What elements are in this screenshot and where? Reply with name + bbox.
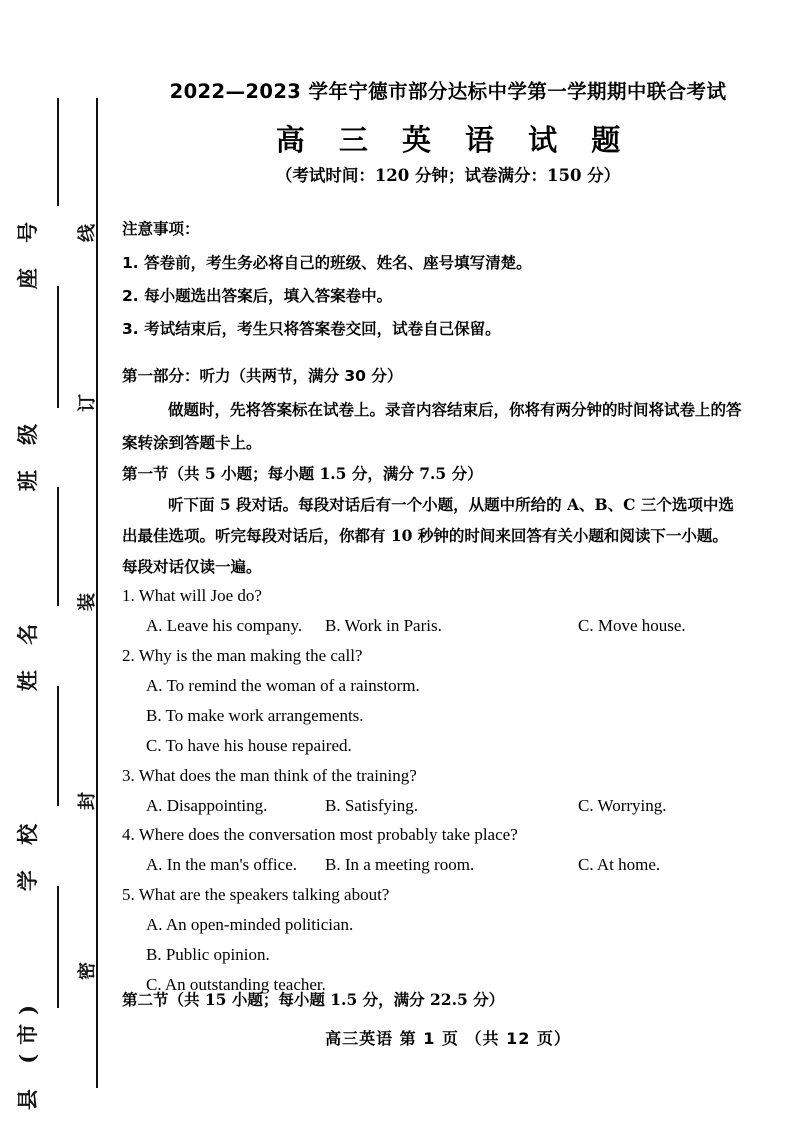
section-one-directions-line-3: 每段对话仅读一遍。 (122, 557, 262, 576)
seal-outer-rule-segment-4 (57, 686, 59, 806)
notice-item-2: 2. 每小题选出答案后，填入答案卷中。 (122, 287, 393, 305)
question-stem: 2. Why is the man making the call? (122, 646, 363, 665)
question-stem: 3. What does the man think of the training? (122, 766, 417, 785)
question-option[interactable]: A. Disappointing. (146, 796, 268, 815)
question-option[interactable]: A. Leave his company. (146, 616, 303, 635)
question-option[interactable]: A. In the man's office. (146, 855, 297, 874)
seal-label-bind: 装 (77, 593, 98, 611)
question-stem: 5. What are the speakers talking about? (122, 885, 390, 904)
seal-label-school: 学 校 (15, 814, 40, 892)
page-footer: 高三英语 第 1 页 （共 12 页） (325, 1029, 571, 1048)
seal-outer-rule-segment-3 (57, 487, 59, 606)
seal-label-county-city: 县 (市) (15, 995, 40, 1111)
part-one-intro-line-1: 做题时，先将答案标在试卷上。录音内容结束后，你将有两分钟的时间将试卷上的答 (168, 400, 742, 419)
seal-binding-column (0, 0, 118, 1122)
question-option[interactable]: A. To remind the woman of a rainstorm. (146, 676, 420, 695)
notice-heading: 注意事项： (122, 220, 200, 238)
seal-outer-rule-segment-5 (57, 886, 59, 1008)
exam-paper-sheet (118, 0, 793, 1122)
question-option[interactable]: C. Worrying. (578, 796, 667, 815)
question-option[interactable]: B. To make work arrangements. (146, 706, 364, 725)
part-one-title: 第一部分：听力（共两节，满分 30 分） (122, 367, 403, 385)
question-option[interactable]: C. Move house. (578, 616, 686, 635)
section-one-directions-line-1: 听下面 5 段对话。每段对话后有一个小题，从题中所给的 A、B、C 三个选项中选 (168, 495, 734, 514)
question-stem: 1. What will Joe do? (122, 586, 262, 605)
question-option[interactable]: C. At home. (578, 855, 661, 874)
seal-label-seal-fold: 封 (77, 792, 98, 810)
question-option[interactable]: B. Work in Paris. (325, 616, 442, 635)
seal-label-seat-number: 座 号 (15, 212, 40, 290)
question-option[interactable]: C. An outstanding teacher. (146, 975, 326, 994)
question-stem: 4. Where does the conversation most probably take place? (122, 825, 518, 844)
seal-label-staple: 订 (77, 394, 98, 412)
subject-title: 高 三 英 语 试 题 (275, 123, 633, 157)
seal-label-confidential: 密 (77, 962, 98, 980)
exam-meta-line: （考试时间：120 分钟；试卷满分：150 分） (275, 166, 621, 185)
section-one-directions-line-2: 出最佳选项。听完每段对话后，你都有 10 秒钟的时间来回答有关小题和阅读下一小题。 (122, 526, 728, 545)
seal-outer-rule-segment-1 (57, 98, 59, 206)
notice-item-1: 1. 答卷前，考生务必将自己的班级、姓名、座号填写清楚。 (122, 254, 532, 272)
question-option[interactable]: C. To have his house repaired. (146, 736, 352, 755)
question-option[interactable]: B. Satisfying. (325, 796, 419, 815)
part-one-intro-line-2: 案转涂到答题卡上。 (122, 433, 262, 452)
question-option[interactable]: A. An open-minded politician. (146, 915, 354, 934)
seal-label-line: 线 (77, 224, 98, 242)
seal-label-class: 班 级 (15, 414, 40, 492)
seal-label-name: 姓 名 (15, 614, 40, 692)
section-two-title: 第二节（共 15 小题；每小题 1.5 分，满分 22.5 分） (122, 990, 505, 1009)
question-option[interactable]: B. Public opinion. (146, 945, 270, 964)
section-one-title: 第一节（共 5 小题；每小题 1.5 分，满分 7.5 分） (122, 464, 483, 483)
exam-title: 2022—2023 学年宁德市部分达标中学第一学期期中联合考试 (169, 80, 727, 103)
seal-outer-rule-segment-2 (57, 286, 59, 408)
notice-item-3: 3. 考试结束后，考生只将答案卷交回，试卷自己保留。 (122, 320, 501, 338)
question-option[interactable]: B. In a meeting room. (325, 855, 475, 874)
